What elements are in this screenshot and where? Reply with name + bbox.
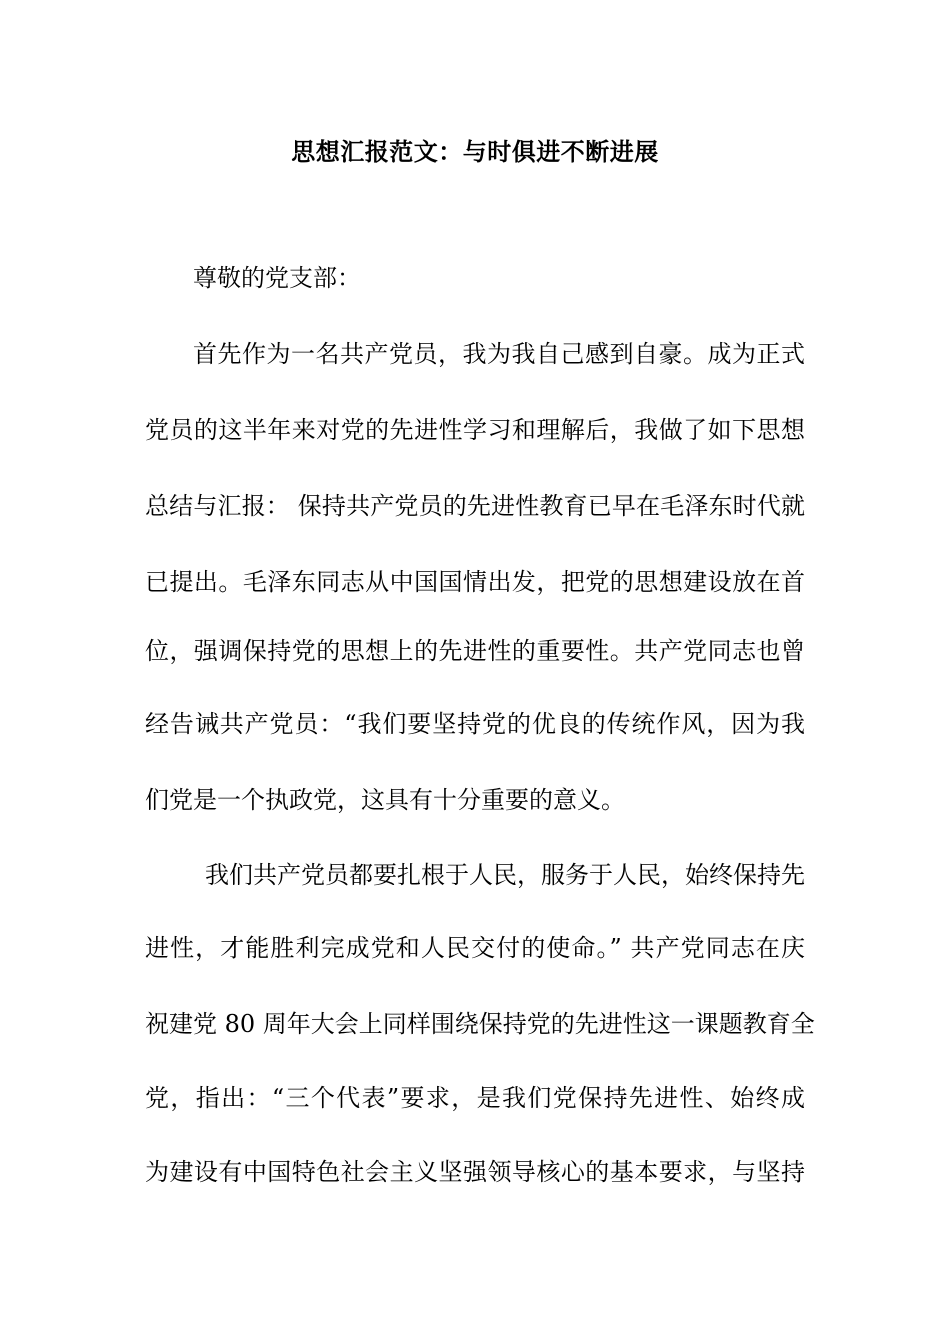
paragraph-line: 首先作为一名共产党员，我为我自己感到自豪。成为正式 bbox=[193, 340, 805, 368]
paragraph-line: 位，强调保持党的思想上的先进性的重要性。共产党同志也曾 bbox=[145, 637, 805, 665]
paragraph-line: 经告诫共产党员：“我们要坚持党的优良的传统作风，因为我 bbox=[145, 710, 805, 738]
paragraph-line: 为建设有中国特色社会主义坚强领导核心的基本要求，与坚持 bbox=[145, 1158, 805, 1186]
paragraph-line: 我们共产党员都要扎根于人民，服务于人民，始终保持先 bbox=[205, 861, 805, 889]
paragraph-line: 党员的这半年来对党的先进性学习和理解后，我做了如下思想 bbox=[145, 416, 805, 444]
paragraph-line: 党，指出：“三个代表”要求，是我们党保持先进性、始终成 bbox=[145, 1084, 805, 1112]
salutation: 尊敬的党支部： bbox=[193, 264, 361, 292]
paragraph-line: 已提出。毛泽东同志从中国国情出发，把党的思想建设放在首 bbox=[145, 568, 805, 596]
document-title: 思想汇报范文：与时俱进不断进展 bbox=[291, 137, 659, 166]
paragraph-line: 祝建党 80 周年大会上同样围绕保持党的先进性这一课题教育全 bbox=[145, 1010, 815, 1038]
paragraph-line: 们党是一个执政党，这具有十分重要的意义。 bbox=[145, 786, 625, 814]
paragraph-line: 总结与汇报： 保持共产党员的先进性教育已早在毛泽东时代就 bbox=[145, 492, 805, 520]
paragraph-line: 进性，才能胜利完成党和人民交付的使命。” 共产党同志在庆 bbox=[145, 934, 805, 962]
